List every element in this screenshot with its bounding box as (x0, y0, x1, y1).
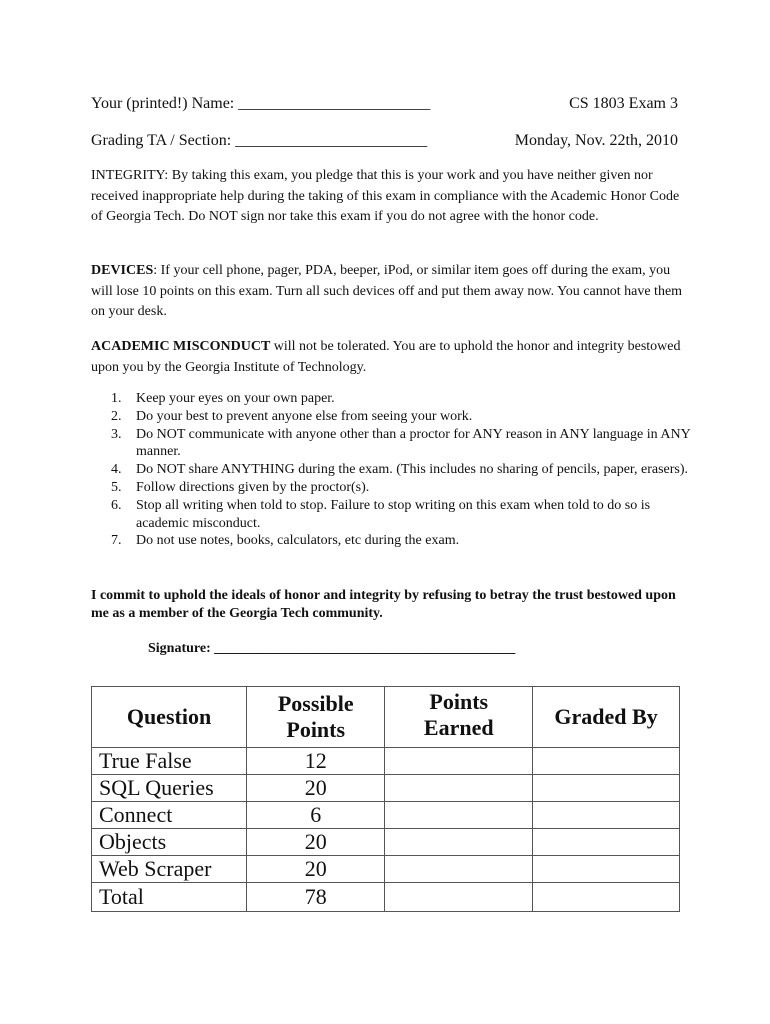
table-row (92, 802, 680, 829)
question-cell: Total (92, 883, 247, 912)
list-item: 2. Do your best to prevent anyone else from seeing your work. (111, 408, 473, 424)
table-row (92, 883, 680, 912)
question-cell: True False (92, 748, 247, 775)
earned-cell[interactable] (385, 802, 533, 829)
table-row (92, 829, 680, 856)
question-cell: Objects (92, 829, 247, 856)
exam-date: Monday, Nov. 22th, 2010 (514, 132, 678, 149)
graded-by-cell[interactable] (533, 802, 680, 829)
earned-cell[interactable] (385, 748, 533, 775)
signature-line[interactable]: Signature: ___________________________________________ (148, 641, 516, 656)
earned-cell[interactable] (385, 856, 533, 883)
rules-list (91, 390, 691, 550)
earned-cell[interactable] (385, 829, 533, 856)
table-row (92, 856, 680, 883)
graded-by-cell[interactable] (533, 775, 680, 802)
list-item: 6. Stop all writing when told to stop. Failure to stop writing on this exam when told to do so is academic misconduct. (111, 497, 651, 531)
misconduct-label: ACADEMIC MISCONDUCT (91, 339, 271, 354)
table-header-row (92, 687, 680, 748)
points-cell: 78 (247, 883, 385, 912)
graded-by-header: Graded By (533, 687, 680, 748)
list-item: 7. Do not use notes, books, calculators, etc during the exam. (111, 533, 460, 549)
misconduct-statement (91, 337, 691, 378)
points-cell: 6 (247, 802, 385, 829)
graded-by-cell[interactable] (533, 829, 680, 856)
points-cell: 20 (247, 856, 385, 883)
devices-statement (91, 261, 691, 323)
points-cell: 12 (247, 748, 385, 775)
question-cell: SQL Queries (92, 775, 247, 802)
table-row (92, 775, 680, 802)
earned-cell[interactable] (385, 775, 533, 802)
devices-label: DEVICES (91, 263, 154, 278)
list-item: 5. Follow directions given by the proctor(s). (111, 479, 370, 495)
misconduct-text: will not be tolerated. You are to uphold the honor and integrity bestowed upon you by the Georgia Institute of Technology. (91, 339, 681, 375)
question-cell: Web Scraper (92, 856, 247, 883)
graded-by-cell[interactable] (533, 883, 680, 912)
question-cell: Connect (92, 802, 247, 829)
ta-section-field-label: Grading TA / Section: ________________________ (91, 132, 428, 149)
possible-points-header: Possible Points (247, 687, 385, 748)
earned-cell[interactable] (385, 883, 533, 912)
points-earned-header: Points Earned (385, 687, 533, 748)
name-field-label: Your (printed!) Name: ________________________ (91, 95, 431, 112)
graded-by-cell[interactable] (533, 856, 680, 883)
grading-table (91, 686, 680, 912)
list-item: 3. Do NOT communicate with anyone other than a proctor for ANY reason in ANY language in ANY manner. (111, 426, 691, 460)
integrity-statement: INTEGRITY: By taking this exam, you pledge that this is your work and you have neither given nor received inappropriate help during the taking of this exam in compliance with the Academic Honor Code of Georgia Tech. Do NOT sign nor take this exam if you do not agree with the honor code. (91, 168, 680, 224)
list-item: 4. Do NOT share ANYTHING during the exam. (This includes no sharing of pencils, paper, erasers). (111, 462, 689, 478)
points-cell: 20 (247, 775, 385, 802)
devices-text: : If your cell phone, pager, PDA, beeper, iPod, or similar item goes off during the exam, you will lose 10 points on this exam. Turn all such devices off and put them away now. You cannot have them on your desk. (91, 263, 683, 319)
course-title: CS 1803 Exam 3 (569, 95, 678, 112)
honor-commitment: I commit to uphold the ideals of honor and integrity by refusing to betray the trust bestowed upon me as a member of the Georgia Tech community. (91, 588, 676, 621)
graded-by-cell[interactable] (533, 748, 680, 775)
question-header: Question (92, 687, 247, 748)
points-cell: 20 (247, 829, 385, 856)
table-row (92, 748, 680, 775)
list-item: 1. Keep your eyes on your own paper. (111, 391, 335, 406)
